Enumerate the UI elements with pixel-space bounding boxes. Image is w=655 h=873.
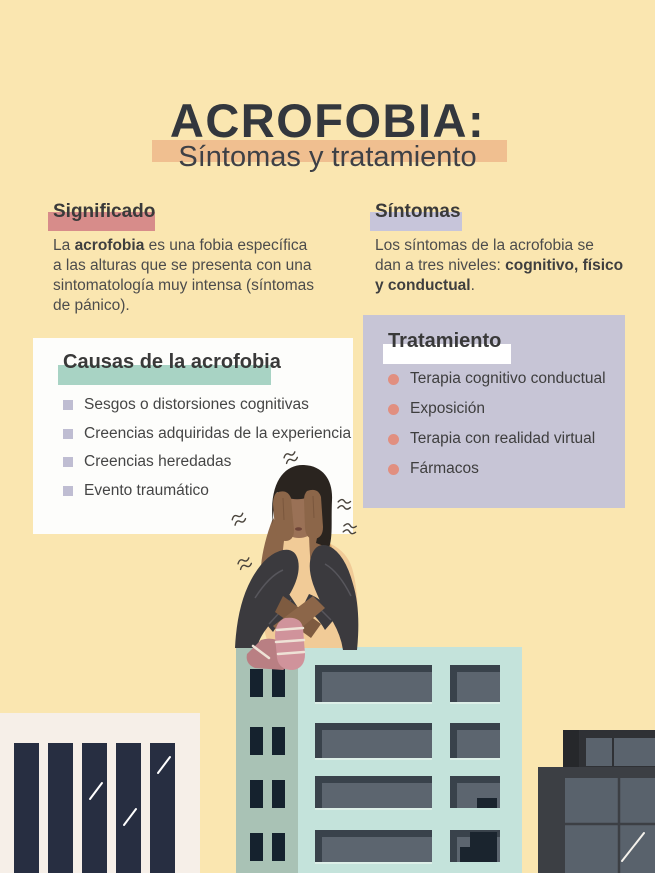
center-building-illustration xyxy=(236,647,522,873)
building-side-wall xyxy=(236,647,298,873)
person-mouth xyxy=(295,527,302,530)
anxious-person-illustration xyxy=(225,448,385,673)
square-bullet-icon xyxy=(63,429,73,439)
square-bullet-icon xyxy=(63,457,73,467)
left-building-illustration xyxy=(0,713,200,873)
tratamiento-heading: Tratamiento xyxy=(388,330,502,352)
main-windows xyxy=(565,778,655,873)
page-title: ACROFOBIA: xyxy=(169,94,486,148)
sintomas-paragraph xyxy=(375,236,655,296)
causas-heading: Causas de la acrofobia xyxy=(63,351,281,373)
sintomas-heading: Síntomas xyxy=(375,201,461,222)
text-line: La acrofobia es una fobia específica xyxy=(53,237,308,254)
list-item: Sesgos o distorsiones cognitivas xyxy=(63,391,351,420)
square-bullet-icon xyxy=(63,486,73,496)
list-item: Exposición xyxy=(388,394,606,424)
list-item: Fármacos xyxy=(388,454,606,484)
text-line: dan a tres niveles: cognitivo, físico xyxy=(375,257,624,274)
square-bullet-icon xyxy=(63,400,73,410)
significado-paragraph xyxy=(53,236,363,316)
tratamiento-list xyxy=(388,364,606,484)
round-bullet-icon xyxy=(388,464,399,475)
list-item: Creencias adquiridas de la experiencia xyxy=(63,420,351,449)
list-item: Evento traumático xyxy=(63,477,351,506)
round-bullet-icon xyxy=(388,434,399,445)
page-subtitle: Síntomas y tratamiento xyxy=(178,141,477,174)
right-building-illustration xyxy=(538,726,655,873)
upper-window xyxy=(586,738,655,766)
round-bullet-icon xyxy=(388,374,399,385)
list-item: Terapia con realidad virtual xyxy=(388,424,606,454)
text-line: de pánico). xyxy=(53,297,130,314)
text-line: sintomatología muy intensa (síntomas xyxy=(53,277,315,294)
tratamiento-card xyxy=(363,315,625,508)
list-item: Terapia cognitivo conductual xyxy=(388,364,606,394)
significado-heading: Significado xyxy=(53,201,156,222)
building-windows xyxy=(14,743,175,873)
building-shadow xyxy=(563,730,579,768)
text-line: Los síntomas de la acrofobia se xyxy=(375,237,594,254)
person-sock xyxy=(275,618,305,670)
text-line: y conductual. xyxy=(375,277,475,294)
list-item: Creencias heredadas xyxy=(63,448,351,477)
round-bullet-icon xyxy=(388,404,399,415)
text-line: a las alturas que se presenta con una xyxy=(53,257,312,274)
